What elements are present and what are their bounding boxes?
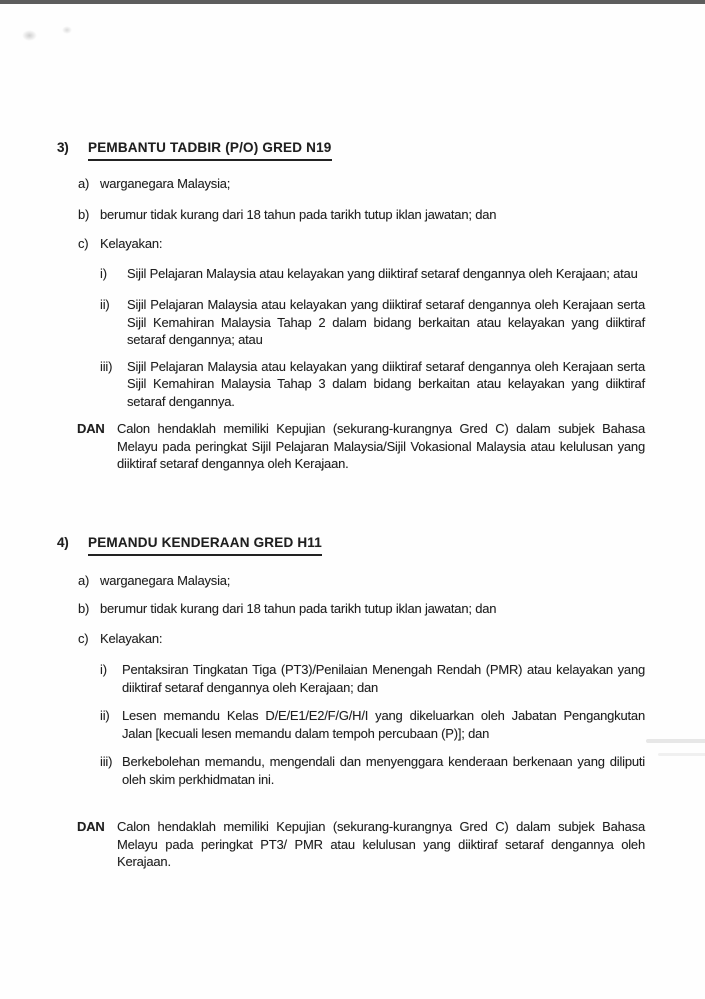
criterion-row: [78, 235, 705, 253]
section-pemandu-kenderaan: [0, 534, 705, 871]
criterion-text: berumur tidak kurang dari 18 tahun pada tarikh tutup iklan jawatan; dan: [100, 206, 497, 222]
dan-clause: [77, 420, 645, 473]
qualification-label: i): [100, 265, 107, 281]
qualification-row: [100, 358, 645, 411]
criterion-row: [78, 206, 705, 224]
qualification-label: ii): [100, 708, 110, 723]
criterion-row: [78, 572, 705, 590]
criterion-label: b): [78, 601, 90, 616]
qualification-label: iii): [100, 754, 113, 769]
criterion-label: a): [78, 176, 90, 191]
criterion-label: a): [78, 572, 90, 588]
qualification-row: [100, 707, 645, 742]
qualification-label: i): [100, 662, 107, 677]
qualification-text: Lesen memandu Kelas D/E/E1/E2/F/G/H/I yang dikeluarkan oleh Jabatan Pengangkutan Jalan [kecuali lesen memandu dalam tempoh percubaan (P)]; dan: [122, 708, 645, 741]
criterion-row: [78, 600, 705, 618]
dan-label: DAN: [77, 819, 105, 834]
dan-text: Calon hendaklah memiliki Kepujian (sekurang-kurangnya Gred C) dalam subjek Bahasa Melayu pada peringkat PT3/ PMR atau kelulusan yang diiktiraf setaraf dengannya oleh Kerajaan.: [117, 819, 645, 869]
criterion-label: c): [78, 630, 89, 646]
qualification-label: ii): [100, 297, 110, 312]
qualification-text: Berkebolehan memandu, mengendali dan menyenggara kenderaan berkenaan yang diliputi oleh skim perkhidmatan ini.: [122, 754, 645, 787]
dan-text: Calon hendaklah memiliki Kepujian (sekurang-kurangnya Gred C) dalam subjek Bahasa Melayu pada peringkat Sijil Pelajaran Malaysia/Sijil Vokasional Malaysia atau kelulusan yang diiktiraf setaraf dengannya oleh Kerajaan.: [117, 421, 645, 471]
qualification-row: [100, 753, 645, 788]
criterion-row: [78, 175, 705, 193]
qualification-label: iii): [100, 358, 113, 374]
criterion-text: berumur tidak kurang dari 18 tahun pada tarikh tutup iklan jawatan; dan: [100, 601, 497, 616]
criterion-row: [78, 630, 705, 648]
criterion-text: warganegara Malaysia;: [100, 176, 231, 191]
criterion-text: Kelayakan:: [100, 630, 163, 646]
criterion-text: warganegara Malaysia;: [100, 572, 231, 588]
criterion-text: Kelayakan:: [100, 236, 163, 251]
dan-label: DAN: [77, 421, 105, 436]
qualification-text: Sijil Pelajaran Malaysia atau kelayakan yang diiktiraf setaraf dengannya oleh Kerajaan serta Sijil Kemahiran Malaysia Tahap 3 dalam bidang berkaitan atau kelayakan yang diiktiraf setaraf dengannya.: [127, 358, 645, 409]
dan-clause: [77, 818, 645, 871]
section-heading: [57, 534, 705, 556]
section-title: PEMBANTU TADBIR (P/O) GRED N19: [88, 139, 332, 161]
qualification-text: Sijil Pelajaran Malaysia atau kelayakan yang diiktiraf setaraf dengannya oleh Kerajaan; atau: [127, 265, 638, 281]
section-number: 4): [57, 534, 69, 550]
section-heading: [57, 139, 705, 161]
qualification-row: [100, 296, 645, 349]
qualification-row: [100, 265, 645, 283]
qualification-text: Sijil Pelajaran Malaysia atau kelayakan yang diiktiraf setaraf dengannya oleh Kerajaan serta Sijil Kemahiran Malaysia Tahap 2 dalam bidang berkaitan atau kelayakan yang diiktiraf setaraf dengannya; atau: [127, 297, 645, 347]
criterion-label: b): [78, 206, 90, 222]
qualification-text: Pentaksiran Tingkatan Tiga (PT3)/Penilaian Menengah Rendah (PMR) atau kelayakan yang diiktiraf setaraf dengannya oleh Kerajaan; dan: [122, 662, 645, 695]
qualification-row: [100, 661, 645, 696]
criterion-label: c): [78, 236, 89, 251]
section-pembantu-tadbir: [0, 139, 705, 473]
section-title: PEMANDU KENDERAAN GRED H11: [88, 534, 322, 556]
section-number: 3): [57, 140, 69, 155]
